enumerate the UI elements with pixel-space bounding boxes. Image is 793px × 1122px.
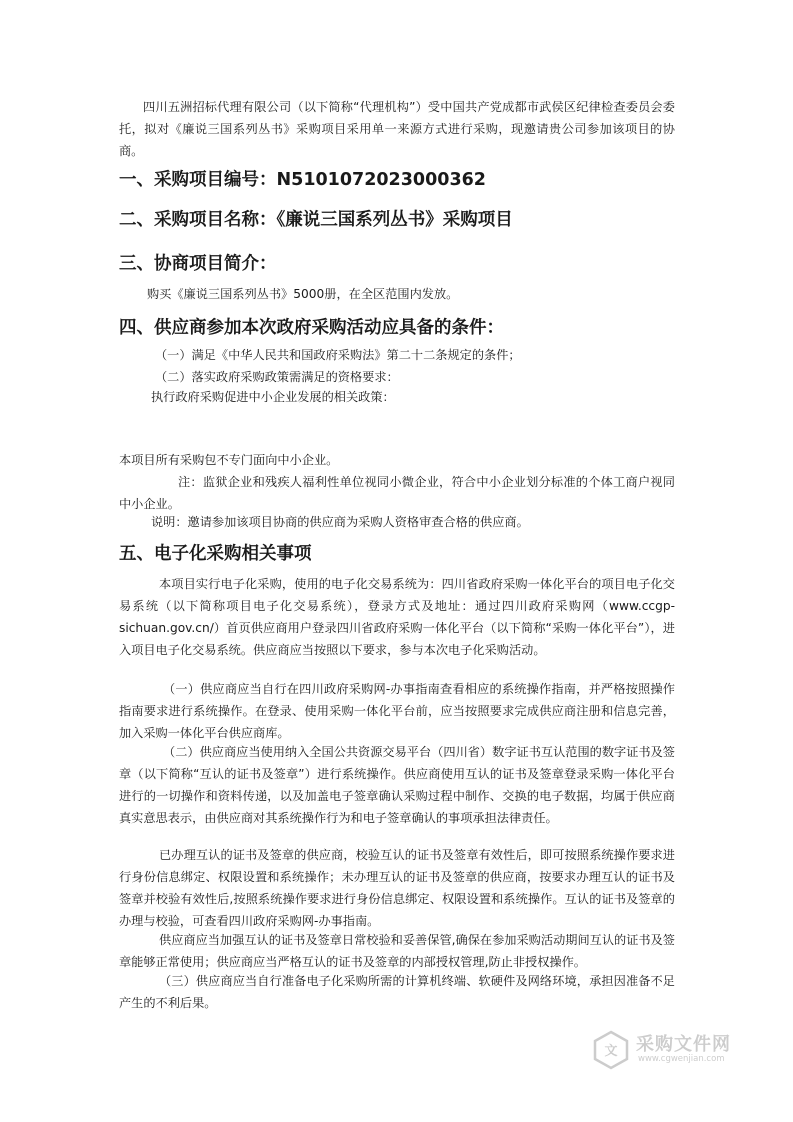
section-3-heading: 三、协商项目简介： [119,254,277,274]
section-5-paragraph-3: （二）供应商应当使用纳入全国公共资源交易平台（四川省）数字证书互认范围的数字证书及签章（以下简称“互认的证书及签章”）进行系统操作。供应商使用互认的证书及签章登录采购一体化平台进行的一切操作和资料传递，以及加盖电子签章确认采购过程中制作、交换的电子数据，均属于供应商真实意思表示，由供应商对其系统操作行为和电子签章确认的事项承担法律责任。 [119,745,675,825]
watermark [592,1028,752,1072]
intro-paragraph: 四川五洲招标代理有限公司（以下简称“代理机构”）受中国共产党成都市武侯区纪律检查委员会委托，拟对《廉说三国系列丛书》采购项目采用单一来源方式进行采购，现邀请贵公司参加该项目的协商。 [119,100,675,158]
section-4-heading: 四、供应商参加本次政府采购活动应具备的条件： [119,318,504,338]
section-1-heading: 一、采购项目编号：N5101072023000362 [119,170,486,190]
policy-line: 执行政府采购促进中小企业发展的相关政策： [151,390,395,404]
sme-statement: 本项目所有采购包不专门面向中小企业。 [119,453,339,467]
watermark-name: 采购文件网 [636,1034,731,1055]
section-5-paragraph-2: （一）供应商应当自行在四川政府采购网-办事指南查看相应的系统操作指南，并严格按照操作指南要求进行系统操作。在登录、使用采购一体化平台前，应当按照要求完成供应商注册和信息完善，加入采购一体化平台供应商库。 [119,682,675,740]
svg-text:文: 文 [604,1044,618,1059]
section-5-paragraph-5: 供应商应当加强互认的证书及签章日常校验和妥善保管,确保在参加采购活动期间互认的证书及签章能够正常使用；供应商应当严格互认的证书及签章的内部授权管理,防止非授权操作。 [119,933,675,969]
condition-item-2: （二）落实政府采购政策需满足的资格要求： [155,370,399,384]
watermark-url: www.cgwenjian.com [638,1054,725,1064]
condition-item-1: （一）满足《中华人民共和国政府采购法》第二十二条规定的条件； [155,348,521,362]
hexagon-logo-icon [592,1030,630,1070]
section-5-heading: 五、电子化采购相关事项 [119,544,312,564]
section-5-paragraph-1: 本项目实行电子化采购，使用的电子化交易系统为：四川省政府采购一体化平台的项目电子化交易系统（以下简称项目电子化交易系统），登录方式及地址：通过四川政府采购网（www.ccgp-sichuan.gov.cn/）首页供应商用户登录四川省政府采购一体化平台（以下简称“采购一体化平台”），进入项目电子化交易系统。供应商应当按照以下要求，参与本次电子化采购活动。 [119,577,675,657]
section-5-paragraph-6: （三）供应商应当自行准备电子化采购所需的计算机终端、软硬件及网络环境，承担因准备不足产生的不利后果。 [119,974,675,1010]
section-2-heading: 二、采购项目名称：《廉说三国系列丛书》采购项目 [119,210,513,230]
section-3-body: 购买《廉说三国系列丛书》5000册，在全区范围内发放。 [147,287,459,301]
note-paragraph: 注：监狱企业和残疾人福利性单位视同小微企业，符合中小企业划分标准的个体工商户视同中小企业。 [119,475,675,511]
explain-paragraph: 说明：邀请参加该项目协商的供应商为采购人资格审查合格的供应商。 [151,515,529,529]
section-5-paragraph-4: 已办理互认的证书及签章的供应商，校验互认的证书及签章有效性后，即可按照系统操作要求进行身份信息绑定、权限设置和系统操作；未办理互认的证书及签章的供应商，按要求办理互认的证书及签章并校验有效性后,按照系统操作要求进行身份信息绑定、权限设置和系统操作。互认的证书及签章的办理与校验，可查看四川政府采购网-办事指南。 [119,848,675,928]
